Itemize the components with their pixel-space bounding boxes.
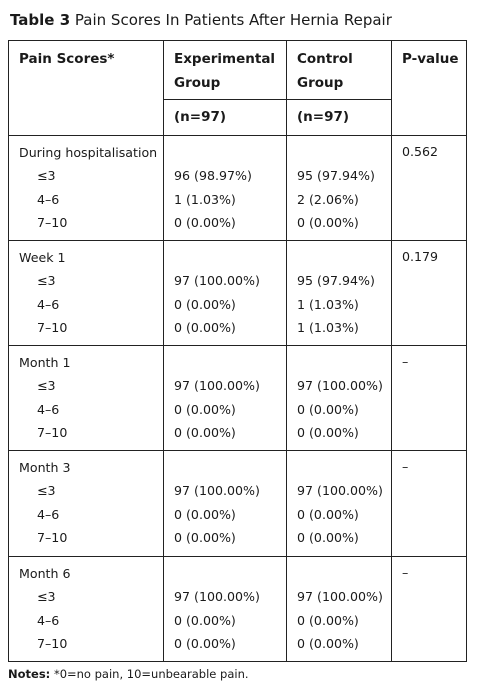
experimental-value: 97 (100.00%) [174, 589, 260, 605]
experimental-value: 0 (0.00%) [174, 214, 236, 230]
experimental-value: 0 (0.00%) [174, 612, 236, 628]
control-value: 97 (100.00%) [297, 589, 383, 605]
experimental-value: 0 (0.00%) [174, 424, 236, 440]
score-range: ≤3 [37, 589, 56, 605]
score-range: ≤3 [37, 483, 56, 499]
p-value: – [392, 346, 467, 451]
n-experimental: (n=97) [164, 100, 287, 136]
control-value: 0 (0.00%) [297, 612, 359, 628]
experimental-value: 97 (100.00%) [174, 483, 260, 499]
score-range: 7–10 [37, 635, 68, 651]
table-row [9, 346, 467, 451]
group-label: Month 3 [19, 460, 71, 475]
experimental-cell [164, 557, 287, 662]
notes-text: *0=no pain, 10=unbearable pain. [53, 667, 249, 681]
group-label: During hospitalisation [19, 145, 158, 160]
table-notes [8, 666, 470, 682]
experimental-cell [164, 451, 287, 557]
experimental-value: 0 (0.00%) [174, 506, 236, 522]
control-value: 0 (0.00%) [297, 506, 359, 522]
table-caption: Pain Scores In Patients After Hernia Repair [74, 11, 392, 29]
control-value: 0 (0.00%) [297, 401, 359, 417]
control-value: 0 (0.00%) [297, 529, 359, 545]
experimental-value: 97 (100.00%) [174, 378, 260, 394]
control-cell [287, 136, 392, 241]
p-value: – [392, 451, 467, 557]
score-range: 4–6 [37, 506, 60, 522]
group-label: Month 6 [19, 566, 71, 581]
p-value: – [392, 557, 467, 662]
score-range: ≤3 [37, 273, 56, 289]
notes-label: Notes: [8, 667, 51, 681]
header-experimental-group: Experimental Group [164, 41, 287, 100]
experimental-cell [164, 241, 287, 346]
experimental-value: 0 (0.00%) [174, 319, 236, 335]
experimental-value: 1 (1.03%) [174, 191, 236, 207]
score-range: 7–10 [37, 214, 68, 230]
p-value: 0.562 [392, 136, 467, 241]
experimental-value: 0 (0.00%) [174, 296, 236, 312]
pain-score-cell [9, 451, 164, 557]
score-range: 7–10 [37, 319, 68, 335]
header-pain-scores: Pain Scores* [9, 41, 164, 136]
control-value: 95 (97.94%) [297, 273, 375, 289]
table-row [9, 451, 467, 557]
control-cell [287, 346, 392, 451]
control-cell [287, 241, 392, 346]
score-range: 7–10 [37, 529, 68, 545]
score-range: 7–10 [37, 424, 68, 440]
pain-score-cell [9, 136, 164, 241]
experimental-cell [164, 346, 287, 451]
control-value: 0 (0.00%) [297, 424, 359, 440]
score-range: 4–6 [37, 401, 60, 417]
header-p-value: P-value [392, 41, 467, 136]
experimental-value: 96 (98.97%) [174, 168, 252, 184]
group-label: Week 1 [19, 250, 66, 265]
pain-scores-table [8, 40, 467, 662]
experimental-cell [164, 136, 287, 241]
control-cell [287, 557, 392, 662]
header-row [9, 41, 467, 100]
control-value: 97 (100.00%) [297, 483, 383, 499]
pain-score-cell [9, 241, 164, 346]
score-range: ≤3 [37, 168, 56, 184]
header-control-group: Control Group [287, 41, 392, 100]
control-value: 2 (2.06%) [297, 191, 359, 207]
control-value: 97 (100.00%) [297, 378, 383, 394]
table-row [9, 557, 467, 662]
n-control: (n=97) [287, 100, 392, 136]
control-value: 1 (1.03%) [297, 296, 359, 312]
pain-score-cell [9, 346, 164, 451]
experimental-value: 0 (0.00%) [174, 635, 236, 651]
control-value: 1 (1.03%) [297, 319, 359, 335]
score-range: 4–6 [37, 296, 60, 312]
experimental-value: 97 (100.00%) [174, 273, 260, 289]
table-title [10, 10, 470, 30]
score-range: ≤3 [37, 378, 56, 394]
control-value: 0 (0.00%) [297, 635, 359, 651]
group-label: Month 1 [19, 355, 71, 370]
experimental-value: 0 (0.00%) [174, 401, 236, 417]
control-value: 95 (97.94%) [297, 168, 375, 184]
p-value: 0.179 [392, 241, 467, 346]
table-number: Table 3 [10, 11, 71, 29]
control-value: 0 (0.00%) [297, 214, 359, 230]
table-row [9, 241, 467, 346]
experimental-value: 0 (0.00%) [174, 529, 236, 545]
score-range: 4–6 [37, 191, 60, 207]
score-range: 4–6 [37, 612, 60, 628]
control-cell [287, 451, 392, 557]
table-row [9, 136, 467, 241]
pain-score-cell [9, 557, 164, 662]
